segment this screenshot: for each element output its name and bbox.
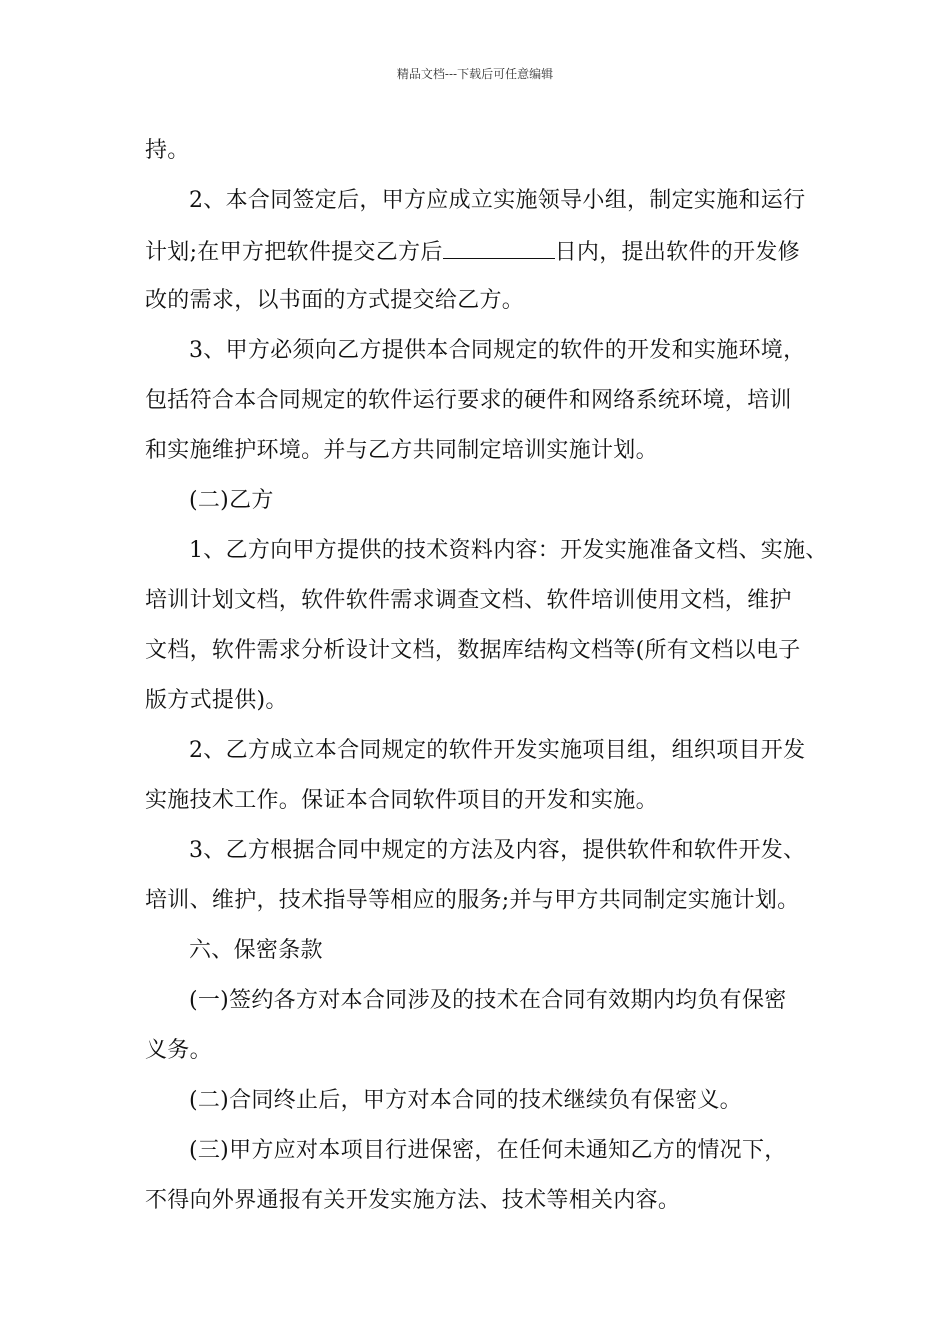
section-heading: (二)乙方	[189, 488, 274, 513]
paragraph-line: 3、乙方根据合同中规定的方法及内容，提供软件和软件开发、	[189, 838, 806, 863]
paragraph-line	[145, 236, 800, 268]
paragraph-line: 和实施维护环境。并与乙方共同制定培训实施计划。	[145, 438, 658, 463]
section-heading: 六、保密条款	[189, 938, 323, 963]
paragraph-line: 包括符合本合同规定的软件运行要求的硬件和网络系统环境，培训	[145, 388, 792, 413]
page-header: 精品文档---下载后可任意编辑	[396, 67, 554, 81]
paragraph-line: 3、甲方必须向乙方提供本合同规定的软件的开发和实施环境，	[189, 338, 806, 363]
paragraph-line: 2、乙方成立本合同规定的软件开发实施项目组，组织项目开发	[189, 738, 806, 763]
paragraph-line: 持。	[145, 138, 190, 163]
paragraph-text: 计划;在甲方把软件提交乙方后	[145, 240, 443, 265]
paragraph-line: 2、本合同签定后，甲方应成立实施领导小组，制定实施和运行	[189, 188, 806, 213]
paragraph-line: (二)合同终止后，甲方对本合同的技术继续负有保密义。	[189, 1088, 742, 1113]
paragraph-line: 文档，软件需求分析设计文档，数据库结构文档等(所有文档以电子	[145, 638, 801, 663]
paragraph-line: 义务。	[145, 1038, 212, 1063]
paragraph-line: 培训、维护，技术指导等相应的服务;并与甲方共同制定实施计划。	[145, 888, 800, 913]
paragraph-line: 改的需求，以书面的方式提交给乙方。	[145, 288, 525, 313]
paragraph-line: 实施技术工作。保证本合同软件项目的开发和实施。	[145, 788, 658, 813]
paragraph-text: 日内，提出软件的开发修	[554, 240, 800, 265]
paragraph-line: 版方式提供)。	[145, 688, 288, 713]
fill-in-blank	[443, 236, 555, 259]
paragraph-line: 培训计划文档，软件软件需求调查文档、软件培训使用文档，维护	[145, 588, 792, 613]
paragraph-line: (一)签约各方对本合同涉及的技术在合同有效期内均负有保密	[189, 988, 787, 1013]
paragraph-line: (三)甲方应对本项目行进保密，在任何未通知乙方的情况下，	[189, 1138, 787, 1163]
paragraph-line: 不得向外界通报有关开发实施方法、技术等相关内容。	[145, 1188, 681, 1213]
paragraph-line: 1、乙方向甲方提供的技术资料内容：开发实施准备文档、实施、	[189, 538, 828, 563]
